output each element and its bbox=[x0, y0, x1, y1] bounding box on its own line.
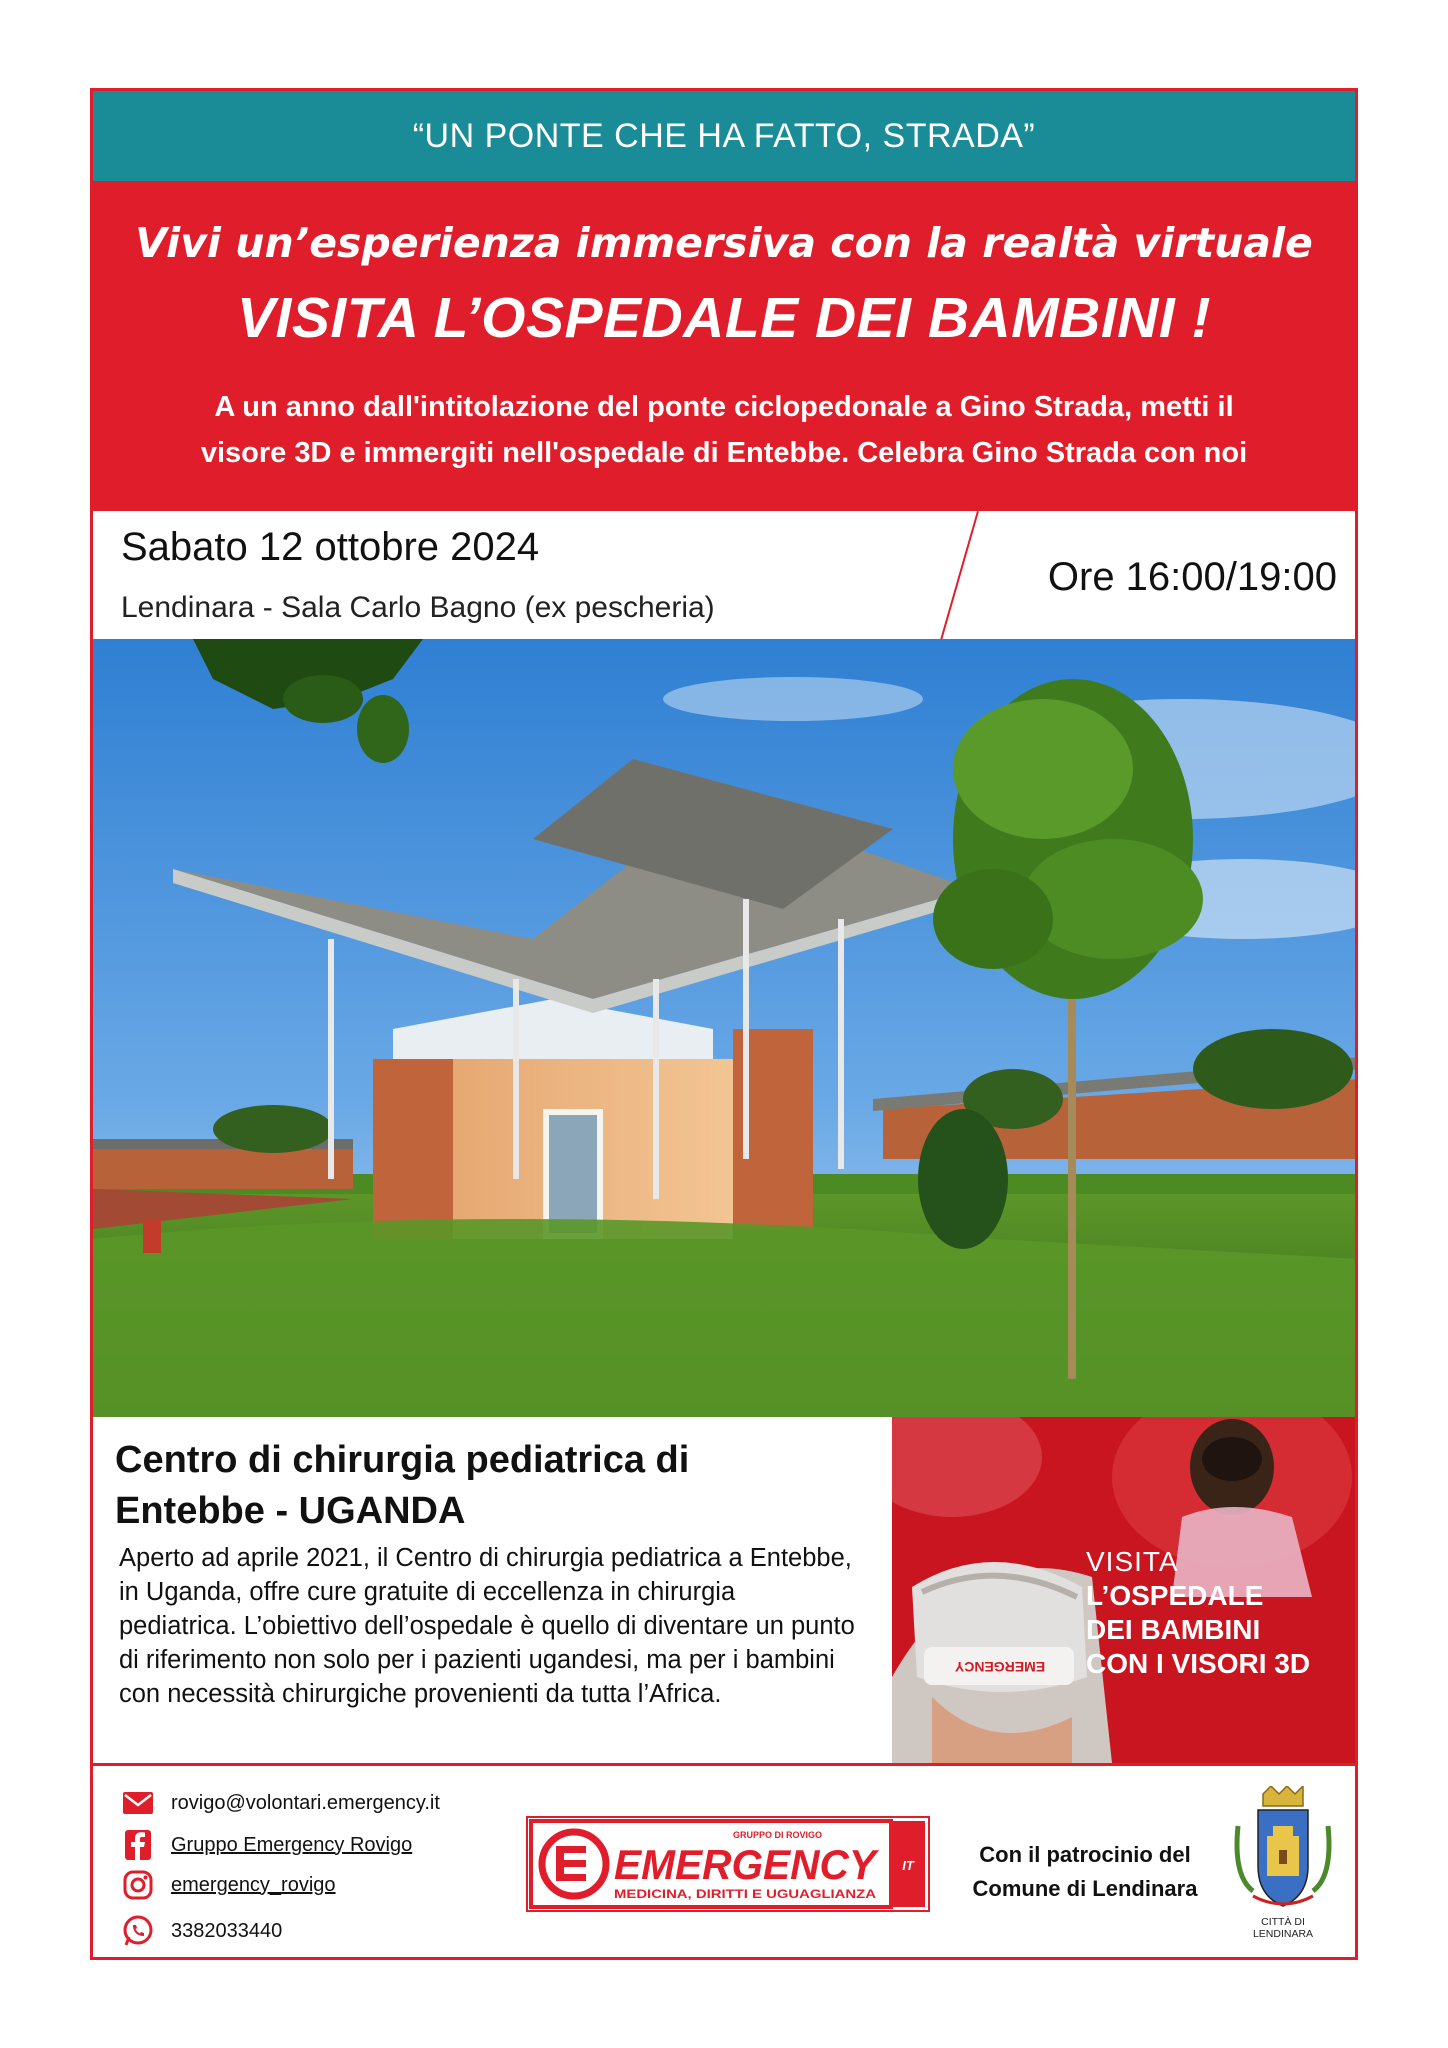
contact-facebook[interactable] bbox=[121, 1828, 412, 1862]
crest-caption bbox=[1221, 1916, 1345, 1940]
vr-line-2: L’OSPEDALE bbox=[1086, 1580, 1264, 1611]
logo-name: EMERGENCY bbox=[614, 1841, 880, 1888]
hospital-photo bbox=[93, 639, 1355, 1417]
patronage-line-2: Comune di Lendinara bbox=[972, 1876, 1198, 1901]
logo-suffix: IT bbox=[902, 1858, 914, 1873]
logo-group-label: GRUPPO DI ROVIGO bbox=[732, 1830, 822, 1840]
description-title-line-1: Centro di chirurgia pediatrica di bbox=[115, 1439, 690, 1481]
footer bbox=[93, 1763, 1355, 1960]
hospital-description bbox=[93, 1417, 892, 1763]
whatsapp-icon bbox=[121, 1914, 155, 1948]
vr-promo-image bbox=[892, 1417, 1358, 1763]
headset-brand: EMERGENCY bbox=[954, 1659, 1046, 1675]
email-address[interactable]: rovigo@volontari.emergency.it bbox=[171, 1791, 440, 1814]
vr-promo-text bbox=[1086, 1545, 1310, 1681]
headline-title: VISITA L’OSPEDALE DEI BAMBINI ! bbox=[237, 286, 1211, 350]
contact-phone[interactable] bbox=[121, 1914, 282, 1948]
contact-instagram[interactable] bbox=[121, 1868, 336, 1902]
headline-box bbox=[93, 181, 1355, 511]
intro-line-2: visore 3D e immergiti nell'ospedale di Entebbe. Celebra Gino Strada con noi bbox=[200, 437, 1248, 469]
crest-caption-line-2: LENDINARA bbox=[1252, 1928, 1314, 1940]
event-venue: Lendinara - Sala Carlo Bagno (ex pescheria) bbox=[121, 591, 715, 624]
facebook-icon bbox=[121, 1828, 155, 1862]
description-title bbox=[115, 1435, 689, 1537]
instagram-link[interactable]: emergency_rovigo bbox=[171, 1873, 336, 1896]
top-banner bbox=[93, 91, 1355, 181]
instagram-icon bbox=[121, 1868, 155, 1902]
poster-frame bbox=[90, 88, 1358, 1960]
headline-subtitle: Vivi un’esperienza immersiva con la realtà virtuale bbox=[135, 219, 1313, 267]
phone-number[interactable]: 3382033440 bbox=[171, 1919, 283, 1942]
vr-line-1: VISITA bbox=[1086, 1546, 1179, 1577]
description-body: Aperto ad aprile 2021, il Centro di chirurgia pediatrica a Entebbe, in Uganda, offre cure gratuite di eccellenza in chirurgia pediatrica. L’obiettivo dell’ospedale è quello di diventare un punto di riferimento non solo per i pazienti ugandesi, ma per i bambini con necessità chirurgiche provenienti da tutta l’Africa. bbox=[119, 1544, 855, 1708]
logo-tagline: MEDICINA, DIRITTI E UGUAGLIANZA bbox=[614, 1889, 876, 1901]
crest-caption-line-1: CITTÀ DI bbox=[1261, 1916, 1305, 1928]
vr-line-3: DEI BAMBINI bbox=[1086, 1614, 1261, 1645]
emergency-logo bbox=[526, 1816, 930, 1912]
facebook-link[interactable]: Gruppo Emergency Rovigo bbox=[171, 1833, 413, 1856]
hospital-photo-illustration bbox=[93, 639, 1355, 1417]
vr-line-4: CON I VISORI 3D bbox=[1086, 1648, 1311, 1679]
event-hours: Ore 16:00/19:00 bbox=[1047, 555, 1337, 599]
mail-icon bbox=[121, 1786, 155, 1820]
top-banner-text: “UN PONTE CHE HA FATTO, STRADA” bbox=[412, 116, 1036, 155]
event-info-bar bbox=[93, 511, 1355, 639]
description-title-line-2: Entebbe - UGANDA bbox=[115, 1490, 466, 1532]
intro-text bbox=[113, 384, 1335, 476]
contact-email[interactable] bbox=[121, 1786, 440, 1820]
patronage-line-1: Con il patrocinio del bbox=[979, 1842, 1191, 1867]
event-date: Sabato 12 ottobre 2024 bbox=[121, 525, 540, 569]
info-divider bbox=[939, 511, 979, 644]
patronage-text bbox=[945, 1838, 1225, 1906]
intro-line-1: A un anno dall'intitolazione del ponte ciclopedonale a Gino Strada, metti il bbox=[214, 391, 1234, 423]
